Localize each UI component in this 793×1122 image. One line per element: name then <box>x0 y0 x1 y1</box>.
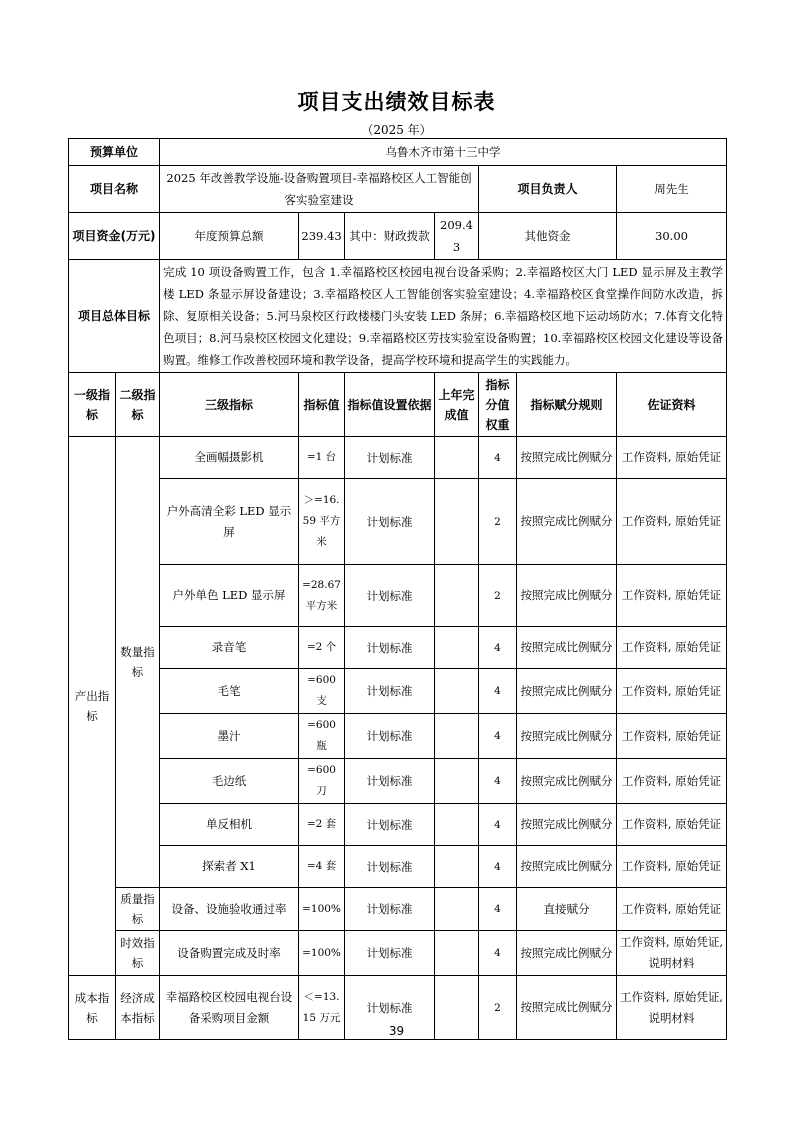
indicator-weight: 4 <box>479 627 517 669</box>
fiscal-allocation-value: 209.43 <box>435 213 479 260</box>
indicator-evidence: 工作资料, 原始凭证 <box>617 714 727 759</box>
indicator-value: ＞=16.59 平方米 <box>299 479 345 565</box>
page-number: 39 <box>388 1024 405 1038</box>
indicator-basis: 计划标准 <box>345 931 435 976</box>
indicator-basis: 计划标准 <box>345 479 435 565</box>
indicator-rule: 按照完成比例赋分 <box>517 565 617 627</box>
col-evidence: 佐证资料 <box>617 373 727 437</box>
indicator-evidence: 工作资料, 原始凭证 <box>617 669 727 714</box>
indicator-value: =100% <box>299 931 345 976</box>
indicator-rule: 按照完成比例赋分 <box>517 479 617 565</box>
indicator-basis: 计划标准 <box>345 437 435 479</box>
level2-quality: 质量指标 <box>116 888 160 931</box>
indicator-weight: 2 <box>479 479 517 565</box>
indicator-weight: 2 <box>479 565 517 627</box>
indicator-basis: 计划标准 <box>345 714 435 759</box>
budget-unit-value: 乌鲁木齐市第十三中学 <box>160 139 727 166</box>
indicator-value: =4 套 <box>299 846 345 888</box>
indicator-value: =2 套 <box>299 804 345 846</box>
overall-goal-label: 项目总体目标 <box>69 260 160 373</box>
indicator-rule: 按照完成比例赋分 <box>517 804 617 846</box>
indicator-value: ＜=13.15 万元 <box>299 976 345 1040</box>
indicator-value: =600 刀 <box>299 759 345 804</box>
fiscal-allocation-label: 其中：财政拨款 <box>345 213 435 260</box>
indicator-value: =100% <box>299 888 345 931</box>
indicator-evidence: 工作资料, 原始凭证 <box>617 888 727 931</box>
indicator-value: =600 瓶 <box>299 714 345 759</box>
col-rule: 指标赋分规则 <box>517 373 617 437</box>
indicator-evidence: 工作资料, 原始凭证 <box>617 627 727 669</box>
indicator-last-year <box>435 669 479 714</box>
indicator-name: 探索者 X1 <box>160 846 299 888</box>
page-title: 项目支出绩效目标表 <box>297 90 496 114</box>
indicator-rule: 按照完成比例赋分 <box>517 759 617 804</box>
indicator-last-year <box>435 931 479 976</box>
indicator-weight: 4 <box>479 846 517 888</box>
indicator-evidence: 工作资料, 原始凭证 <box>617 759 727 804</box>
table-row <box>69 714 727 759</box>
indicator-rule: 按照完成比例赋分 <box>517 846 617 888</box>
indicator-last-year <box>435 437 479 479</box>
col-level1: 一级指标 <box>69 373 116 437</box>
col-last-year: 上年完成值 <box>435 373 479 437</box>
indicator-evidence: 工作资料, 原始凭证, 说明材料 <box>617 931 727 976</box>
indicator-last-year <box>435 759 479 804</box>
indicator-value: =2 个 <box>299 627 345 669</box>
level1-output: 产出指标 <box>69 437 116 976</box>
indicator-name: 毛边纸 <box>160 759 299 804</box>
indicator-weight: 2 <box>479 976 517 1040</box>
indicator-basis: 计划标准 <box>345 565 435 627</box>
indicator-last-year <box>435 846 479 888</box>
indicator-weight: 4 <box>479 714 517 759</box>
indicator-evidence: 工作资料, 原始凭证 <box>617 565 727 627</box>
indicator-last-year <box>435 804 479 846</box>
indicator-evidence: 工作资料, 原始凭证, 说明材料 <box>617 976 727 1040</box>
table-row <box>69 888 727 931</box>
indicator-value: =600 支 <box>299 669 345 714</box>
annual-budget-label: 年度预算总额 <box>160 213 299 260</box>
indicator-name: 单反相机 <box>160 804 299 846</box>
indicator-rule: 按照完成比例赋分 <box>517 931 617 976</box>
table-row <box>69 669 727 714</box>
indicator-rule: 按照完成比例赋分 <box>517 714 617 759</box>
table-row <box>69 931 727 976</box>
table-row <box>69 437 727 479</box>
indicator-name: 户外高清全彩 LED 显示屏 <box>160 479 299 565</box>
project-owner-label: 项目负责人 <box>479 166 617 213</box>
indicator-last-year <box>435 888 479 931</box>
indicator-evidence: 工作资料, 原始凭证 <box>617 846 727 888</box>
col-basis: 指标值设置依据 <box>345 373 435 437</box>
col-weight: 指标分值权重 <box>479 373 517 437</box>
indicator-value: =1 台 <box>299 437 345 479</box>
project-owner-value: 周先生 <box>617 166 727 213</box>
indicator-name: 毛笔 <box>160 669 299 714</box>
indicator-weight: 4 <box>479 437 517 479</box>
indicator-name: 户外单色 LED 显示屏 <box>160 565 299 627</box>
col-level3: 三级指标 <box>160 373 299 437</box>
indicator-weight: 4 <box>479 804 517 846</box>
indicator-last-year <box>435 714 479 759</box>
indicator-name: 幸福路校区校园电视台设备采购项目金额 <box>160 976 299 1040</box>
overall-goal-text: 完成 10 项设备购置工作，包含 1.幸福路校区校园电视台设备采购；2.幸福路校区大门 LED 显示屏及主教学楼 LED 条显示屏设备建设；3.幸福路校区人工智能创客实验室建设；4.幸福路校区食堂操作间防水改造，拆除、复原相关设备；5.河马泉校区行政楼楼门头安装 LED 条屏；6.幸福路校区地下运动场防水；7.体育文化特色项目；8.河马泉校区校园文化建设；9.幸福路校区劳技实验室设备购置；10.幸福路校区校园文化建设等设备购置。维修工作改善校园环境和教学设备，提高学校环境和提高学生的实践能力。 <box>160 260 727 373</box>
indicator-basis: 计划标准 <box>345 669 435 714</box>
indicator-last-year <box>435 627 479 669</box>
project-fund-label: 项目资金(万元) <box>69 213 160 260</box>
indicator-value: =28.67 平方米 <box>299 565 345 627</box>
level2-timeliness: 时效指标 <box>116 931 160 976</box>
indicator-weight: 4 <box>479 888 517 931</box>
report-year: （2025 年） <box>361 123 432 137</box>
indicator-rule: 按照完成比例赋分 <box>517 627 617 669</box>
indicator-weight: 4 <box>479 759 517 804</box>
indicator-basis: 计划标准 <box>345 627 435 669</box>
indicator-weight: 4 <box>479 669 517 714</box>
indicator-basis: 计划标准 <box>345 759 435 804</box>
level1-cost: 成本指标 <box>69 976 116 1040</box>
indicator-last-year <box>435 565 479 627</box>
table-row <box>69 804 727 846</box>
indicator-evidence: 工作资料, 原始凭证 <box>617 804 727 846</box>
indicator-evidence: 工作资料, 原始凭证 <box>617 479 727 565</box>
project-name-value: 2025 年改善教学设施-设备购置项目-幸福路校区人工智能创客实验室建设 <box>160 166 479 213</box>
indicator-rule: 按照完成比例赋分 <box>517 976 617 1040</box>
level2-quantity: 数量指标 <box>116 437 160 888</box>
indicator-name: 全画幅摄影机 <box>160 437 299 479</box>
project-name-label: 项目名称 <box>69 166 160 213</box>
indicator-last-year <box>435 479 479 565</box>
other-funds-value: 30.00 <box>617 213 727 260</box>
budget-unit-label: 预算单位 <box>69 139 160 166</box>
col-value: 指标值 <box>299 373 345 437</box>
indicator-rule: 直接赋分 <box>517 888 617 931</box>
table-row <box>69 565 727 627</box>
table-row <box>69 759 727 804</box>
indicator-name: 设备、设施验收通过率 <box>160 888 299 931</box>
indicator-rule: 按照完成比例赋分 <box>517 437 617 479</box>
indicator-name: 墨汁 <box>160 714 299 759</box>
table-row <box>69 846 727 888</box>
indicator-basis: 计划标准 <box>345 804 435 846</box>
col-level2: 二级指标 <box>116 373 160 437</box>
indicator-evidence: 工作资料, 原始凭证 <box>617 437 727 479</box>
indicator-basis: 计划标准 <box>345 888 435 931</box>
indicator-weight: 4 <box>479 931 517 976</box>
level2-economic: 经济成本指标 <box>116 976 160 1040</box>
indicator-basis: 计划标准 <box>345 976 435 1040</box>
other-funds-label: 其他资金 <box>479 213 617 260</box>
indicator-rule: 按照完成比例赋分 <box>517 669 617 714</box>
indicator-name: 录音笔 <box>160 627 299 669</box>
performance-table <box>68 138 727 1040</box>
table-row <box>69 627 727 669</box>
indicator-name: 设备购置完成及时率 <box>160 931 299 976</box>
table-row <box>69 479 727 565</box>
indicator-basis: 计划标准 <box>345 846 435 888</box>
annual-budget-value: 239.43 <box>299 213 345 260</box>
